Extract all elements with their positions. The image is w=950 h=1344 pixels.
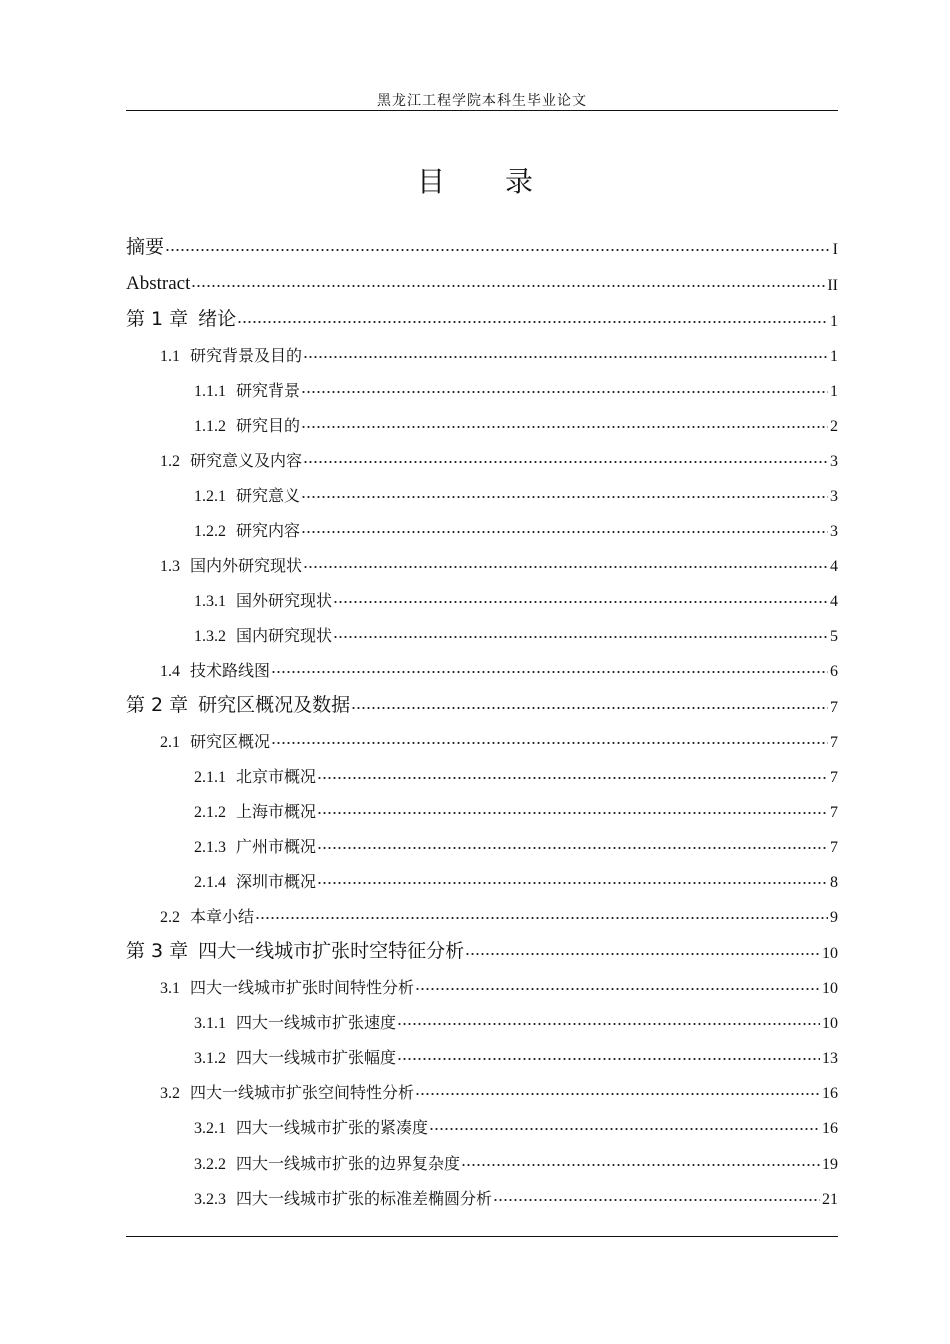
toc-page-number: 16 <box>822 1120 838 1137</box>
toc-entry-label: 研究意义 <box>236 486 301 505</box>
toc-entry-label: 研究内容 <box>236 521 301 540</box>
toc-section-entry[interactable] <box>126 548 838 576</box>
toc-page-number: 16 <box>822 1085 838 1102</box>
toc-entry-number: 1.3.1 <box>194 593 226 610</box>
toc-subsection-entry[interactable] <box>126 478 838 506</box>
toc-page-number: 3 <box>830 453 838 470</box>
dot-leader <box>303 460 828 464</box>
dot-leader <box>271 670 828 674</box>
toc-section-entry[interactable] <box>126 443 838 471</box>
dot-leader <box>301 530 828 534</box>
dot-leader <box>351 706 828 710</box>
header-rule <box>126 110 838 111</box>
toc-entry-label: 研究目的 <box>236 416 301 435</box>
toc-page-number: 13 <box>822 1050 838 1067</box>
toc-page-number: 10 <box>822 1015 838 1032</box>
toc-entry-number: 第 2 章 <box>126 694 189 716</box>
dot-leader <box>461 1163 820 1167</box>
toc-entry-number: 1.1 <box>160 348 180 365</box>
toc-page-number: 1 <box>830 348 838 365</box>
toc-page-number: 3 <box>830 523 838 540</box>
dot-leader <box>301 495 828 499</box>
toc-page-number: 5 <box>830 628 838 645</box>
toc-page-number: 10 <box>822 945 838 962</box>
toc-section-entry[interactable] <box>126 1075 838 1103</box>
toc-page-number: 7 <box>830 734 838 751</box>
toc-entry-number: 2.1.3 <box>194 839 226 856</box>
dot-leader <box>165 248 831 252</box>
dot-leader <box>397 1022 820 1026</box>
dot-leader <box>397 1057 820 1061</box>
toc-page-number: 2 <box>830 418 838 435</box>
toc-entry-label: 研究区概况及数据 <box>198 694 351 716</box>
toc-section-entry[interactable] <box>126 899 838 927</box>
toc-section-entry[interactable] <box>126 724 838 752</box>
toc-subsection-entry[interactable] <box>126 1005 838 1033</box>
toc-entry-number: 1.4 <box>160 663 180 680</box>
toc-subsection-entry[interactable] <box>126 408 838 436</box>
toc-entry-label: 广州市概况 <box>236 837 317 856</box>
toc-page-number: 9 <box>830 909 838 926</box>
toc-subsection-entry[interactable] <box>126 864 838 892</box>
toc-subsection-entry[interactable] <box>126 618 838 646</box>
toc-entry-label: 四大一线城市扩张的边界复杂度 <box>236 1154 461 1173</box>
toc-entry-label: 上海市概况 <box>236 802 317 821</box>
toc-subsection-entry[interactable] <box>126 829 838 857</box>
toc-subsection-entry[interactable] <box>126 759 838 787</box>
toc-entry-label: 北京市概况 <box>236 767 317 786</box>
toc-entry-label: 绪论 <box>198 308 237 330</box>
toc-entry-number: 1.2 <box>160 453 180 470</box>
toc-entry-label: 研究区概况 <box>190 732 271 751</box>
toc-entry-number: 3.1.1 <box>194 1015 226 1032</box>
dot-leader <box>271 741 828 745</box>
dot-leader <box>317 776 828 780</box>
toc-entry-label: 研究背景及目的 <box>190 346 303 365</box>
toc-entry[interactable] <box>126 231 838 259</box>
toc-entry-label: 四大一线城市扩张时间特性分析 <box>190 978 415 997</box>
toc-page-number: 19 <box>822 1156 838 1173</box>
dot-leader <box>303 565 828 569</box>
toc-entry-label: 摘要 <box>126 236 165 258</box>
toc-entry-label: 四大一线城市扩张时空特征分析 <box>198 940 465 962</box>
toc-entry-label: 深圳市概况 <box>236 872 317 891</box>
toc-entry-label: 四大一线城市扩张空间特性分析 <box>190 1083 415 1102</box>
toc-entry-number: 3.2 <box>160 1085 180 1102</box>
toc-page-number: 7 <box>830 804 838 821</box>
toc-entry-number: 2.1.4 <box>194 874 226 891</box>
toc-page-number: 21 <box>822 1191 838 1208</box>
dot-leader <box>429 1127 820 1131</box>
dot-leader <box>301 390 828 394</box>
toc-subsection-entry[interactable] <box>126 1146 838 1174</box>
toc-section-entry[interactable] <box>126 338 838 366</box>
toc-entry-label: 本章小结 <box>190 907 255 926</box>
toc-entry-number: 1.1.2 <box>194 418 226 435</box>
toc-subsection-entry[interactable] <box>126 583 838 611</box>
dot-leader <box>333 600 828 604</box>
toc-page-number: 7 <box>830 769 838 786</box>
toc-entry-label: 四大一线城市扩张的标准差椭圆分析 <box>236 1189 493 1208</box>
toc-page-number: II <box>827 277 838 294</box>
toc-subsection-entry[interactable] <box>126 513 838 541</box>
toc-entry-number: 3.1 <box>160 980 180 997</box>
toc-chapter-entry[interactable] <box>126 689 838 717</box>
dot-leader <box>317 846 828 850</box>
dot-leader <box>415 987 820 991</box>
toc-page-number: 7 <box>830 699 838 716</box>
toc-entry-label: 四大一线城市扩张速度 <box>236 1013 397 1032</box>
toc-subsection-entry[interactable] <box>126 794 838 822</box>
dot-leader <box>191 284 825 288</box>
toc-entry-number: 2.1 <box>160 734 180 751</box>
dot-leader <box>303 355 828 359</box>
toc-entry-label: 研究意义及内容 <box>190 451 303 470</box>
dot-leader <box>237 320 828 324</box>
toc-entry-number: 3.2.2 <box>194 1156 226 1173</box>
dot-leader <box>415 1092 820 1096</box>
toc-entry-number: 1.3 <box>160 558 180 575</box>
toc-page-number: I <box>832 241 838 258</box>
toc-chapter-entry[interactable] <box>126 303 838 331</box>
toc-entry-label: 技术路线图 <box>190 661 271 680</box>
toc-entry-number: 1.2.1 <box>194 488 226 505</box>
toc-page-number: 10 <box>822 980 838 997</box>
toc-entry-number: 1.3.2 <box>194 628 226 645</box>
toc-entry-number: 第 1 章 <box>126 308 189 330</box>
toc-page-number: 8 <box>830 874 838 891</box>
toc-subsection-entry[interactable] <box>126 373 838 401</box>
dot-leader <box>255 916 828 920</box>
toc-entry-number: 第 3 章 <box>126 940 189 962</box>
toc-entry-label: 四大一线城市扩张幅度 <box>236 1048 397 1067</box>
dot-leader <box>301 425 828 429</box>
toc-page-number: 1 <box>830 383 838 400</box>
toc-entry-label: 国内研究现状 <box>236 626 333 645</box>
dot-leader <box>493 1198 820 1202</box>
toc-entry-number: 2.1.1 <box>194 769 226 786</box>
toc-subsection-entry[interactable] <box>126 1110 838 1138</box>
toc-page-number: 4 <box>830 593 838 610</box>
toc-entry-number: 3.1.2 <box>194 1050 226 1067</box>
dot-leader <box>333 635 828 639</box>
dot-leader <box>465 952 820 956</box>
toc-section-entry[interactable] <box>126 653 838 681</box>
toc-page-number: 4 <box>830 558 838 575</box>
toc-entry-label: 研究背景 <box>236 381 301 400</box>
toc-entry-number: 1.2.2 <box>194 523 226 540</box>
toc-section-entry[interactable] <box>126 970 838 998</box>
running-header: 黑龙江工程学院本科生毕业论文 <box>377 93 587 109</box>
toc-page-number: 3 <box>830 488 838 505</box>
toc-title: 目录 <box>416 165 593 198</box>
toc-entry-label: 国外研究现状 <box>236 591 333 610</box>
toc-entry-label: 四大一线城市扩张的紧凑度 <box>236 1118 429 1137</box>
toc-page-number: 7 <box>830 839 838 856</box>
toc-subsection-entry[interactable] <box>126 1181 838 1209</box>
toc-entry-number: 3.2.3 <box>194 1191 226 1208</box>
toc-entry-number: 3.2.1 <box>194 1120 226 1137</box>
dot-leader <box>317 811 828 815</box>
toc-page-number: 1 <box>830 313 838 330</box>
toc-entry-label: 国内外研究现状 <box>190 556 303 575</box>
toc-subsection-entry[interactable] <box>126 1040 838 1068</box>
dot-leader <box>317 881 828 885</box>
toc-entry-number: 2.1.2 <box>194 804 226 821</box>
toc-chapter-entry[interactable] <box>126 935 838 963</box>
toc-entry-label: Abstract <box>126 273 191 294</box>
toc-entry-number: 2.2 <box>160 909 180 926</box>
toc-page-number: 6 <box>830 663 838 680</box>
footer-rule <box>126 1236 838 1237</box>
toc-entry-number: 1.1.1 <box>194 383 226 400</box>
toc-entry[interactable] <box>126 267 838 295</box>
